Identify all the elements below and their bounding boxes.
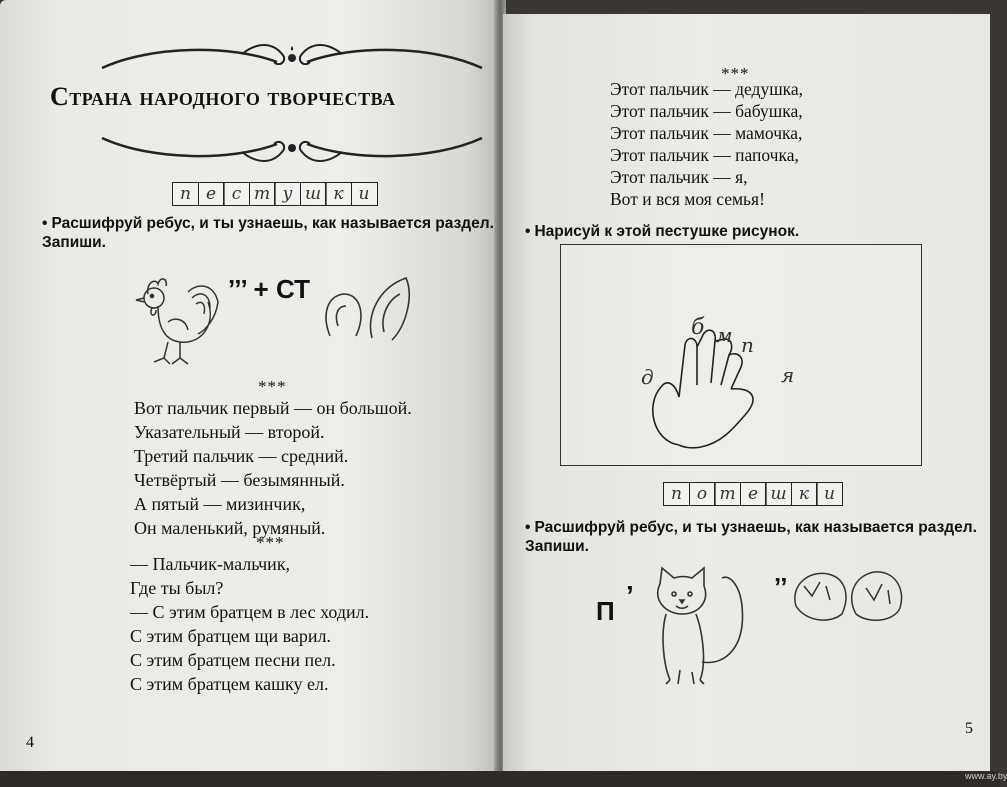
answer-cell[interactable]: к bbox=[325, 182, 352, 206]
poem-separator: *** bbox=[258, 377, 287, 396]
poem-line: С этим братцем щи варил. bbox=[130, 626, 332, 646]
hand-letter: я bbox=[781, 363, 795, 387]
poem-line: Этот пальчик — папочка, bbox=[610, 145, 799, 165]
table-surface bbox=[0, 771, 1000, 787]
poem-line: Этот пальчик — дедушка, bbox=[610, 79, 804, 99]
poem-line: Этот пальчик — мамочка, bbox=[610, 123, 803, 143]
poem-finger-first bbox=[134, 396, 412, 540]
answer-cell[interactable]: т bbox=[714, 482, 741, 506]
hand-letter: п bbox=[741, 333, 754, 357]
answer-cell[interactable]: п bbox=[663, 482, 690, 506]
task-instruction-right bbox=[525, 518, 985, 556]
answer-cell[interactable]: е bbox=[198, 182, 225, 206]
answer-cell[interactable]: с bbox=[223, 182, 250, 206]
answer-cell[interactable]: к bbox=[791, 482, 818, 506]
answer-cell[interactable]: и bbox=[351, 182, 378, 206]
poem-line: Он маленький, румяный. bbox=[134, 518, 326, 538]
rabbit-ears-icon bbox=[322, 276, 417, 346]
poem-line: С этим братцем песни пел. bbox=[130, 650, 336, 670]
poem-family-fingers bbox=[610, 78, 803, 210]
poem-finger-boy bbox=[130, 552, 369, 696]
cat-icon bbox=[646, 566, 756, 686]
poem-separator: *** bbox=[721, 64, 750, 83]
poem-line: Третий пальчик — средний. bbox=[134, 446, 349, 466]
task-instruction-left bbox=[42, 214, 497, 252]
task-text: Расшифруй ребус, и ты узнаешь, как называется раздел. Запиши. bbox=[525, 519, 977, 555]
poem-line: Указательный — второй. bbox=[134, 422, 325, 442]
rebus-quotes: ’’ bbox=[774, 572, 788, 602]
answer-cells-right[interactable] bbox=[663, 482, 842, 506]
left-page bbox=[0, 0, 497, 787]
top-ornament-icon bbox=[92, 40, 492, 80]
poem-line: Этот пальчик — бабушка, bbox=[610, 101, 803, 121]
page-number-left: 4 bbox=[26, 734, 34, 751]
answer-cell[interactable]: о bbox=[689, 482, 716, 506]
answer-cell[interactable]: ш bbox=[765, 482, 792, 506]
watermark-text: www.ay.by bbox=[965, 771, 1007, 781]
answer-cell[interactable]: т bbox=[249, 182, 276, 206]
answer-cell[interactable]: ш bbox=[300, 182, 327, 206]
bottom-ornament-icon bbox=[92, 126, 492, 166]
answer-cell[interactable]: е bbox=[740, 482, 767, 506]
rebus-comma: ’ bbox=[626, 580, 634, 611]
answer-cell[interactable]: и bbox=[816, 482, 843, 506]
bullet-icon: • bbox=[525, 519, 531, 536]
rebus-text: ’’’ + СТ bbox=[228, 274, 310, 304]
answer-cells-left[interactable] bbox=[172, 182, 376, 206]
rebus-letter-p: П bbox=[596, 596, 615, 626]
answer-cell[interactable]: у bbox=[274, 182, 301, 206]
hand-letter: б bbox=[691, 315, 705, 340]
draw-task bbox=[525, 222, 799, 241]
hand-letter: д bbox=[641, 365, 654, 389]
bullet-icon: • bbox=[42, 215, 48, 232]
poem-line: — С этим братцем в лес ходил. bbox=[130, 602, 370, 622]
bullet-icon: • bbox=[525, 223, 531, 240]
task-text: Расшифруй ребус, и ты узнаешь, как называется раздел. Запиши. bbox=[42, 215, 494, 251]
hand-letter: м bbox=[716, 323, 733, 347]
mittens-icon bbox=[790, 566, 910, 626]
poem-line: А пятый — мизинчик, bbox=[134, 494, 306, 514]
task-text: Нарисуй к этой пестушке рисунок. bbox=[534, 223, 800, 240]
poem-separator: *** bbox=[256, 533, 285, 552]
drawing-area[interactable] bbox=[560, 244, 922, 466]
poem-line: Этот пальчик — я, bbox=[610, 167, 748, 187]
page-number-right: 5 bbox=[965, 720, 973, 737]
poem-line: С этим братцем кашку ел. bbox=[130, 674, 329, 694]
poem-line: Вот пальчик первый — он большой. bbox=[134, 398, 412, 418]
rooster-icon bbox=[128, 272, 223, 368]
poem-line: Где ты был? bbox=[130, 578, 224, 598]
poem-line: Четвёртый — безымянный. bbox=[134, 470, 345, 490]
poem-line: — Пальчик-мальчик, bbox=[130, 554, 291, 574]
answer-cell[interactable]: п bbox=[172, 182, 199, 206]
poem-line: Вот и вся моя семья! bbox=[610, 189, 765, 209]
page-title: Страна народного творчества bbox=[50, 82, 396, 111]
